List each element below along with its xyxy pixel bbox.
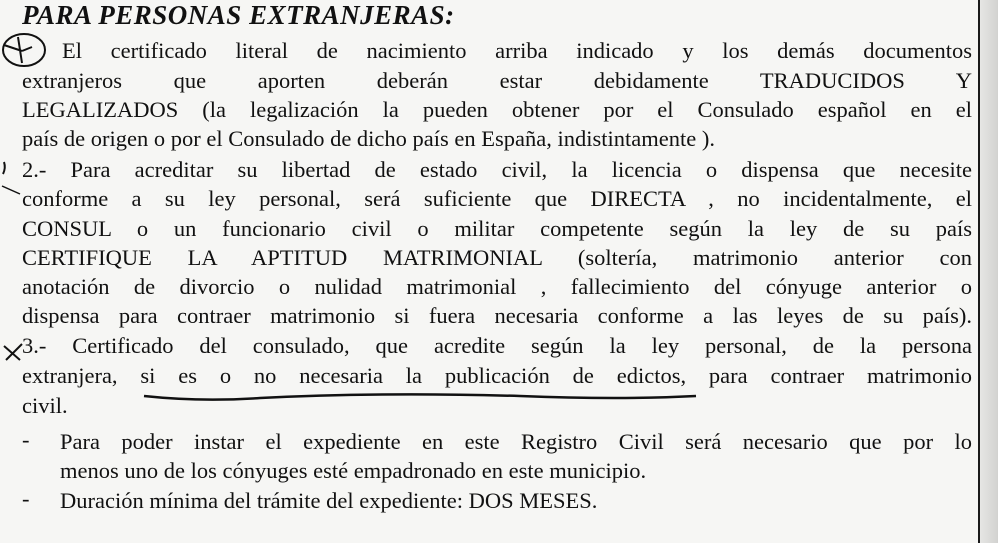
item-2-line-1: 2.- Para acreditar su libertad de estado civil, la licencia o dispensa que necesite — [22, 157, 972, 182]
item-1-line-3: LEGALIZADOS (la legalización la pueden obtener por el Consulado español en el — [22, 97, 972, 122]
item-2-line-3: CONSUL o un funcionario civil o militar competente según la ley de su país — [22, 216, 972, 241]
page-edge-shadow — [980, 0, 998, 543]
bullet-1-line-2: menos uno de los cónyuges esté empadronado en este municipio. — [60, 458, 647, 483]
item-3-line-1: 3.- Certificado del consulado, que acredite según la ley personal, de la persona — [22, 333, 972, 358]
item-3-line-2: extranjera, si es o no necesaria la publicación de edictos, para contraer matrimonio — [22, 363, 972, 388]
item-2-line-2: conforme a su ley personal, será suficiente que DIRECTA , no incidentalmente, el — [22, 186, 972, 211]
bullet-2-line-1: Duración mínima del trámite del expediente: DOS MESES. — [60, 488, 598, 513]
item-2-line-5: anotación de divorcio o nulidad matrimonial , fallecimiento del cónyuge anterior o — [22, 274, 972, 299]
item-1-line-1: El certificado literal de nacimiento arriba indicado y los demás documentos — [62, 38, 972, 63]
section-heading: PARA PERSONAS EXTRANJERAS: — [22, 0, 455, 30]
handwritten-stroke-mark-icon — [0, 160, 24, 200]
item-1-line-4: país de origen o por el Consulado de dicho país en España, indistintamente ). — [22, 126, 715, 151]
item-2-line-4: CERTIFIQUE LA APTITUD MATRIMONIAL (soltería, matrimonio anterior con — [22, 245, 972, 270]
item-3-line-3: civil. — [22, 393, 68, 418]
item-2-line-6: dispensa para contraer matrimonio si fuera necesaria conforme a las leyes de su país). — [22, 303, 972, 328]
bullet-2-dash: - — [22, 486, 30, 511]
handwritten-circle-mark-icon — [0, 31, 50, 71]
bullet-1-dash: - — [22, 427, 30, 452]
bullet-1-line-1: Para poder instar el expediente en este Registro Civil será necesario que por lo — [60, 429, 972, 454]
handwritten-x-mark-icon — [2, 340, 24, 362]
item-1-line-2: extranjeros que aporten deberán estar debidamente TRADUCIDOS Y — [22, 68, 972, 93]
